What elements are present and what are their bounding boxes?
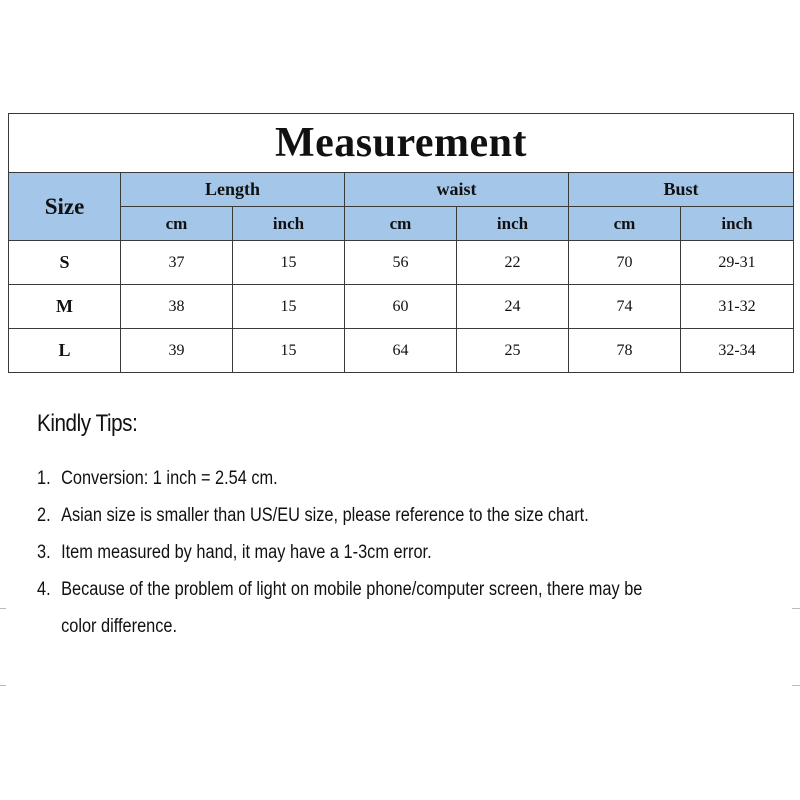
waist-group-header: waist	[345, 173, 569, 207]
table-cell: 78	[569, 329, 681, 373]
length-group-header: Length	[121, 173, 345, 207]
tip-number: 3.	[37, 542, 51, 563]
tip-number: 1.	[37, 468, 51, 489]
table-cell: 24	[457, 285, 569, 329]
size-chart-table	[8, 113, 794, 373]
table-cell: 37	[121, 241, 233, 285]
table-cell: 56	[345, 241, 457, 285]
unit-header: inch	[457, 207, 569, 241]
tip-text: Conversion: 1 inch = 2.54 cm.	[61, 468, 278, 489]
edge-tick	[0, 608, 6, 609]
row-size-label: L	[9, 329, 121, 373]
row-size-label: S	[9, 241, 121, 285]
unit-header: cm	[569, 207, 681, 241]
table-row	[9, 285, 794, 329]
unit-header: inch	[233, 207, 345, 241]
table-cell: 22	[457, 241, 569, 285]
unit-header: cm	[121, 207, 233, 241]
table-cell: 64	[345, 329, 457, 373]
table-title: Measurement	[9, 114, 794, 173]
edge-tick	[792, 685, 800, 686]
tip-number: 4.	[37, 579, 51, 600]
table-cell: 15	[233, 329, 345, 373]
tip-text: Item measured by hand, it may have a 1-3cm error.	[61, 542, 432, 563]
size-column-header: Size	[9, 173, 121, 241]
list-item	[37, 534, 725, 571]
tips-heading: Kindly Tips:	[37, 410, 138, 437]
edge-tick	[792, 608, 800, 609]
table-cell: 25	[457, 329, 569, 373]
table-cell: 32-34	[681, 329, 794, 373]
table-cell: 70	[569, 241, 681, 285]
unit-header: inch	[681, 207, 794, 241]
unit-header: cm	[345, 207, 457, 241]
table-cell: 39	[121, 329, 233, 373]
row-size-label: M	[9, 285, 121, 329]
table-cell: 31-32	[681, 285, 794, 329]
list-item	[37, 460, 725, 497]
table-row	[9, 241, 794, 285]
table-cell: 60	[345, 285, 457, 329]
tip-text-line: Because of the problem of light on mobile phone/computer screen, there may be	[61, 579, 643, 600]
table-cell: 74	[569, 285, 681, 329]
kindly-tips-section	[37, 410, 737, 645]
edge-tick	[0, 685, 6, 686]
tip-text: Asian size is smaller than US/EU size, please reference to the size chart.	[61, 505, 589, 526]
table-cell: 15	[233, 285, 345, 329]
tip-text-continuation: color difference.	[61, 616, 178, 637]
bust-group-header: Bust	[569, 173, 794, 207]
table-cell: 38	[121, 285, 233, 329]
tips-list	[37, 460, 737, 645]
tip-text	[61, 571, 725, 645]
table-cell: 15	[233, 241, 345, 285]
table-row	[9, 329, 794, 373]
list-item	[37, 497, 725, 534]
table-cell: 29-31	[681, 241, 794, 285]
tip-number: 2.	[37, 505, 51, 526]
list-item	[37, 571, 725, 645]
